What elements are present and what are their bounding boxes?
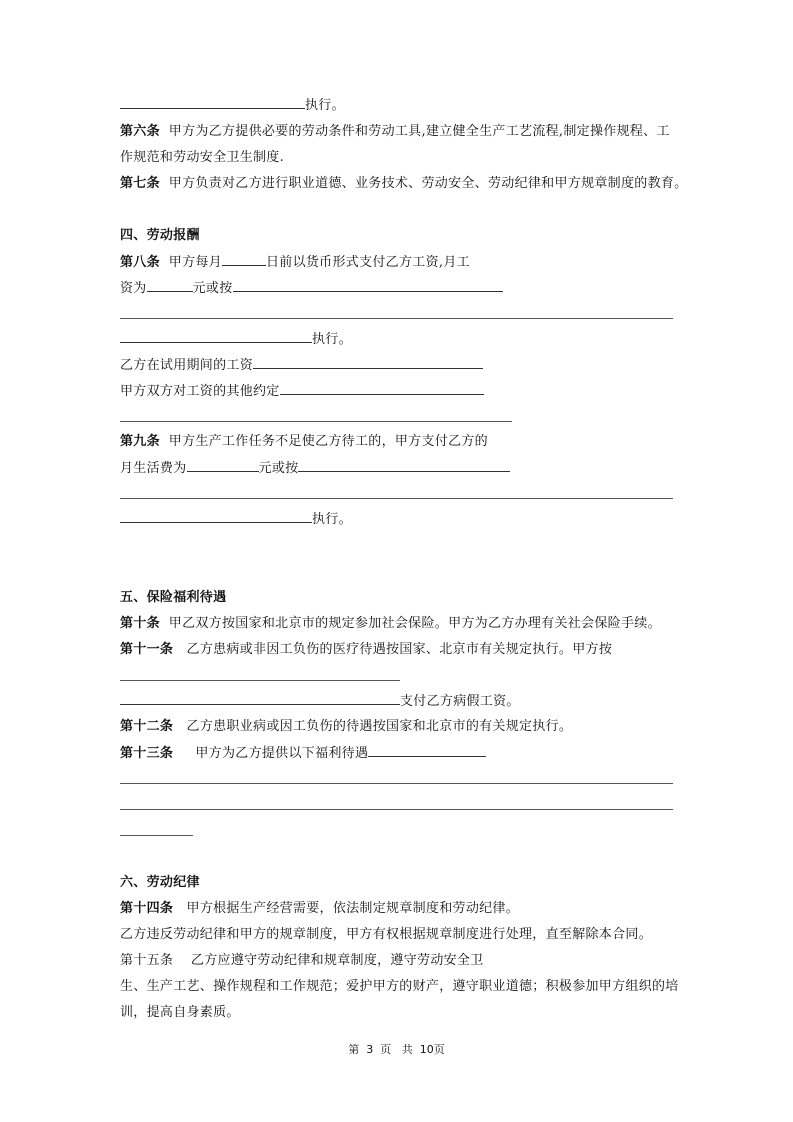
blank-line bbox=[120, 783, 673, 784]
section-heading-4: 四、劳动报酬 bbox=[120, 228, 200, 243]
blank-field bbox=[120, 510, 312, 523]
blank-field bbox=[222, 253, 266, 266]
blank-field bbox=[187, 459, 259, 472]
clause-14-line-2: 乙方违反劳动纪律和甲方的规章制度，甲方有权根据规章制度进行处理，直至解除本合同。 bbox=[120, 927, 653, 942]
clause-label: 第六条 bbox=[120, 124, 160, 139]
section-heading-6: 六、劳动纪律 bbox=[120, 875, 200, 890]
clause-9-line-2: 月生活费为 元或按 bbox=[120, 459, 510, 478]
total-pages: 10页 bbox=[419, 1043, 445, 1056]
blank-field bbox=[120, 330, 312, 343]
page-number: 3 bbox=[366, 1043, 374, 1056]
blank-line bbox=[120, 680, 400, 681]
clause-15-line-2: 生、生产工艺、操作规程和工作规范；爱护甲方的财产，遵守职业道德；积极参加甲方组织的培 bbox=[120, 979, 679, 994]
blank-line bbox=[120, 498, 673, 499]
blank-line bbox=[120, 421, 512, 422]
blank-field bbox=[280, 382, 484, 395]
clause-label: 第十三条 bbox=[120, 746, 174, 761]
clause-15: 第十五条 乙方应遵守劳动纪律和规章制度，遵守劳动安全卫 bbox=[120, 953, 484, 968]
clause-8-line-4: 执行。 bbox=[120, 330, 352, 349]
blank-field bbox=[147, 279, 193, 292]
clause-7: 第七条 甲方负责对乙方进行职业道德、业务技术、劳动安全、劳动纪律和甲方规章制度的教育。 bbox=[120, 176, 688, 191]
clause-label: 第八条 bbox=[120, 255, 160, 270]
clause-11-line-3: 支付乙方病假工资。 bbox=[120, 692, 520, 711]
clause-12: 第十二条 乙方患职业病或因工负伤的待遇按国家和北京市的有关规定执行。 bbox=[120, 719, 573, 734]
clause-5-continuation: 执行。 bbox=[120, 96, 345, 115]
blank-field bbox=[253, 356, 483, 369]
blank-field bbox=[298, 459, 510, 472]
clause-label: 第七条 bbox=[120, 176, 160, 191]
clause-label: 第十一条 bbox=[120, 642, 174, 657]
clause-8-line-2: 资为 元或按 bbox=[120, 279, 503, 298]
clause-8: 第八条 甲方每月 日前以货币形式支付乙方工资,月工 bbox=[120, 255, 470, 270]
clause-label: 第十二条 bbox=[120, 719, 174, 734]
probation-wage: 乙方在试用期间的工资 bbox=[120, 356, 483, 375]
blank-line bbox=[120, 809, 673, 810]
clause-11: 第十一条 乙方患病或非因工负伤的医疗待遇按国家、北京市有关规定执行。甲方按 bbox=[120, 642, 613, 657]
blank-line bbox=[120, 318, 673, 319]
clause-label: 第九条 bbox=[120, 434, 160, 449]
clause-10: 第十条 甲乙双方按国家和北京市的规定参加社会保险。甲方为乙方办理有关社会保险手续。 bbox=[120, 616, 661, 631]
blank-field bbox=[120, 692, 400, 705]
clause-6: 第六条 甲方为乙方提供必要的劳动条件和劳动工具,建立健全生产工艺流程,制定操作规程、工 bbox=[120, 124, 670, 139]
clause-14: 第十四条 甲方根据生产经营需要，依法制定规章制度和劳动纪律。 bbox=[120, 901, 520, 916]
clause-label: 第十条 bbox=[120, 616, 160, 631]
blank-line bbox=[120, 835, 193, 836]
clause-9-line-4: 执行。 bbox=[120, 510, 352, 529]
clause-13: 第十三条 甲方为乙方提供以下福利待遇 bbox=[120, 744, 486, 763]
other-wage-agreement: 甲方双方对工资的其他约定 bbox=[120, 382, 484, 401]
page-footer: 第 3 页 共 10页 bbox=[348, 1043, 445, 1056]
blank-field bbox=[233, 279, 503, 292]
clause-9: 第九条 甲方生产工作任务不足使乙方待工的，甲方支付乙方的 bbox=[120, 434, 488, 449]
blank-field bbox=[120, 96, 305, 109]
clause-6-line-2: 作规范和劳动安全卫生制度. bbox=[120, 150, 285, 165]
blank-field bbox=[368, 744, 486, 757]
clause-15-line-3: 训，提高自身素质。 bbox=[120, 1005, 240, 1020]
clause-label: 第十四条 bbox=[120, 901, 174, 916]
section-heading-5: 五、保险福利待遇 bbox=[120, 590, 227, 605]
